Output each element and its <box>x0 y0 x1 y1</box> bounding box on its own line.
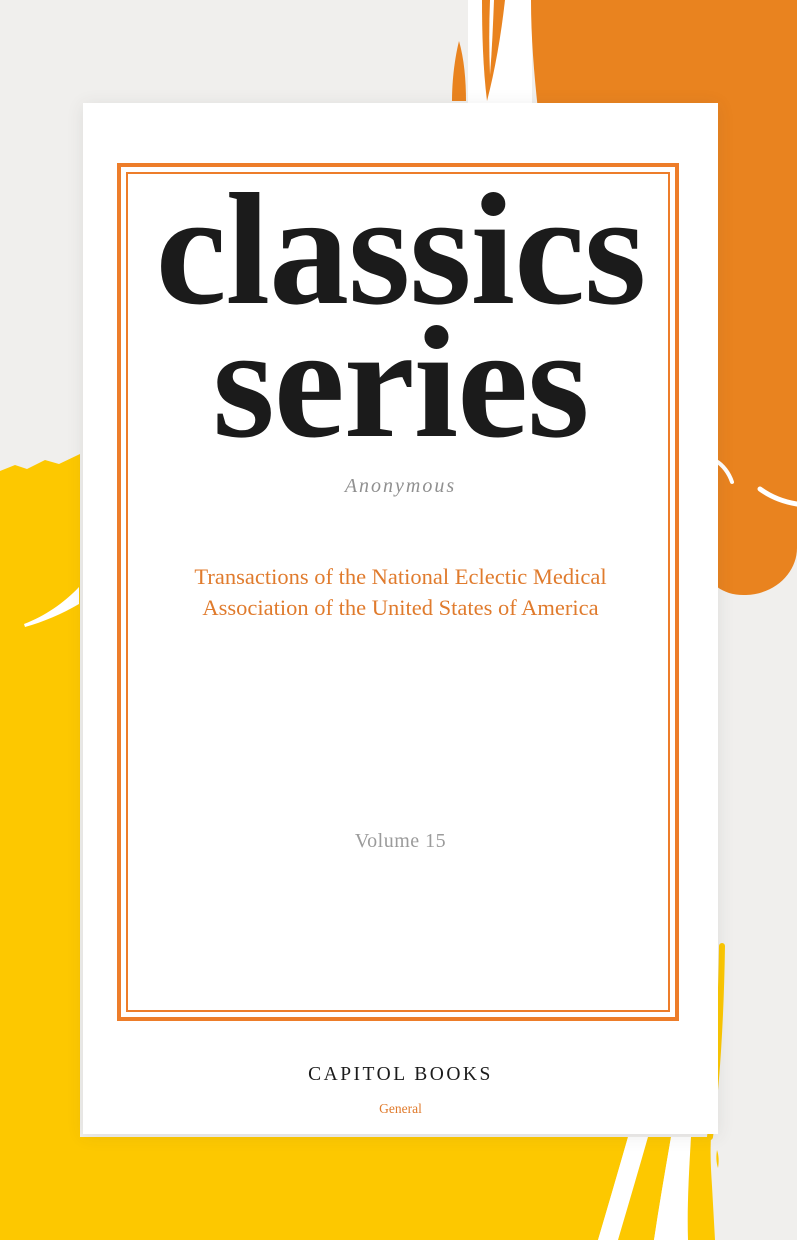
orange-brush-flame <box>452 41 466 101</box>
yellow-brush-bottom <box>0 1137 628 1240</box>
yellow-arc-band-rough <box>688 1137 715 1240</box>
series-title: classics series <box>155 160 646 471</box>
category-label: General <box>379 1101 422 1116</box>
book-title: Transactions of the National Eclectic Medical Association of the United States of America <box>194 564 607 620</box>
yellow-brush-left <box>0 454 80 1240</box>
cover-card <box>83 103 718 1134</box>
yellow-speck <box>716 1150 718 1168</box>
author-name: Anonymous <box>344 475 457 497</box>
volume-label: Volume 15 <box>354 830 447 852</box>
publisher-name: CAPITOL BOOKS <box>308 1064 493 1085</box>
